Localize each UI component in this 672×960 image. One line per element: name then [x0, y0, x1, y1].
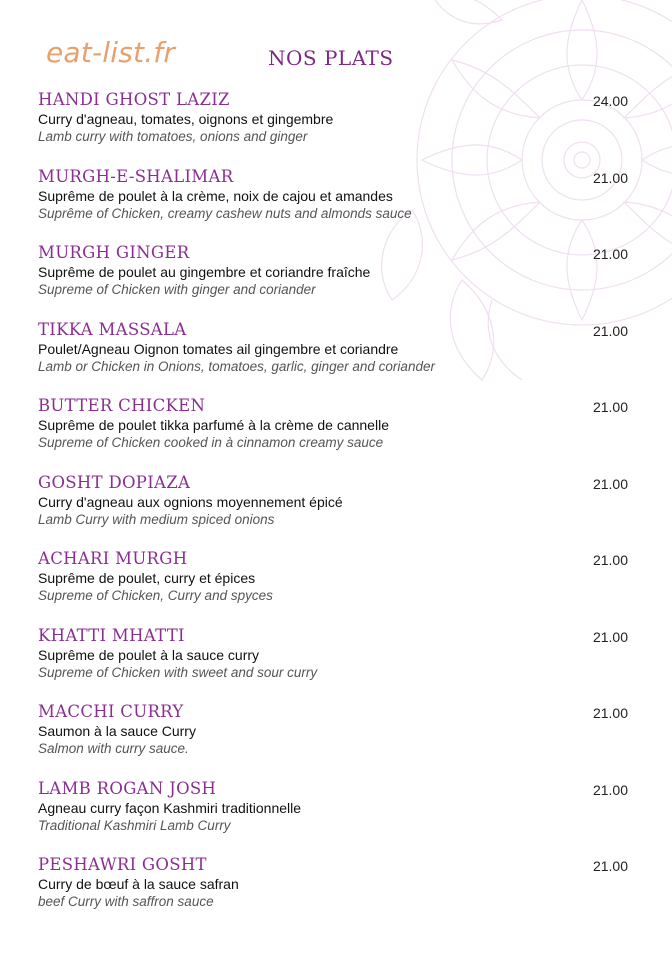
- dish-description-en: Lamb Curry with medium spiced onions: [38, 511, 275, 527]
- dish-price: 21.00: [592, 475, 628, 492]
- dish-description-fr: Agneau curry façon Kashmiri traditionnelle: [38, 799, 302, 816]
- dish-item: [38, 626, 628, 703]
- dish-name: GOSHT DOPIAZA: [38, 472, 191, 492]
- dish-name: ACHARI MURGH: [38, 549, 188, 568]
- dish-description-en: Lamb or Chicken in Onions, tomatoes, garlic, ginger and coriander: [38, 358, 435, 374]
- dish-description-fr: Poulet/Agneau Oignon tomates ail gingembre et coriandre: [38, 340, 399, 357]
- dish-item: [38, 702, 628, 779]
- dish-description-fr: Suprême de poulet à la sauce curry: [38, 646, 260, 663]
- dish-price: 21.00: [592, 552, 628, 568]
- dish-price: 21.00: [592, 628, 628, 645]
- dish-price: 21.00: [592, 705, 628, 721]
- dish-description-en: Supreme of Chicken cooked in à cinnamon creamy sauce: [38, 435, 384, 450]
- dish-name: MURGH-E-SHALIMAR: [38, 166, 234, 186]
- dish-description-en: Supreme of Chicken with ginger and coriander: [38, 282, 316, 297]
- dish-name: HANDI GHOST LAZIZ: [38, 90, 230, 109]
- dish-name: BUTTER CHICKEN: [38, 396, 206, 415]
- page-title: NOS PLATS: [268, 46, 394, 70]
- dish-price: 21.00: [592, 322, 628, 339]
- dish-description-en: Lamb curry with tomatoes, onions and ginger: [38, 129, 308, 144]
- dish-name: LAMB ROGAN JOSH: [38, 778, 217, 798]
- dish-name: KHATTI MHATTI: [38, 625, 185, 645]
- dish-price: 21.00: [592, 246, 628, 262]
- dish-list: [38, 90, 628, 932]
- dish-description-fr: Suprême de poulet à la crème, noix de cajou et amandes: [38, 187, 393, 204]
- dish-item: [38, 855, 628, 932]
- dish-price: 21.00: [592, 169, 628, 186]
- dish-description-en: Salmon with curry sauce.: [38, 741, 189, 756]
- brand-logo: eat-list.fr: [46, 36, 176, 69]
- dish-price: 24.00: [592, 93, 628, 109]
- dish-item: [38, 396, 628, 473]
- dish-description-en: Suprême of Chicken, creamy cashew nuts and almonds sauce: [38, 205, 412, 221]
- dish-description-fr: Saumon à la sauce Curry: [38, 723, 196, 739]
- dish-description-fr: Suprême de poulet tikka parfumé à la crème de cannelle: [38, 417, 389, 433]
- dish-price: 21.00: [592, 858, 628, 874]
- dish-item: [38, 320, 628, 397]
- dish-description-en: Traditional Kashmiri Lamb Curry: [38, 817, 231, 833]
- dish-item: [38, 90, 628, 167]
- dish-item: [38, 167, 628, 244]
- dish-name: MURGH GINGER: [38, 243, 190, 262]
- dish-name: TIKKA MASSALA: [38, 319, 187, 339]
- dish-item: [38, 473, 628, 550]
- dish-item: [38, 243, 628, 320]
- dish-price: 21.00: [592, 781, 628, 798]
- dish-description-fr: Curry de bœuf à la sauce safran: [38, 876, 239, 892]
- dish-description-fr: Curry d'agneau aux ognions moyennement épicé: [38, 493, 343, 510]
- dish-description-fr: Curry d'agneau, tomates, oignons et gingembre: [38, 111, 334, 127]
- dish-price: 21.00: [592, 399, 628, 415]
- dish-description-en: Supreme of Chicken, Curry and spyces: [38, 588, 273, 603]
- dish-description-fr: Suprême de poulet, curry et épices: [38, 570, 256, 586]
- dish-item: [38, 549, 628, 626]
- dish-item: [38, 779, 628, 856]
- dish-description-fr: Suprême de poulet au gingembre et coriandre fraîche: [38, 264, 371, 280]
- dish-name: PESHAWRI GOSHT: [38, 855, 207, 874]
- dish-description-en: beef Curry with saffron sauce: [38, 894, 214, 909]
- dish-description-en: Supreme of Chicken with sweet and sour curry: [38, 664, 318, 680]
- dish-name: MACCHI CURRY: [38, 702, 184, 721]
